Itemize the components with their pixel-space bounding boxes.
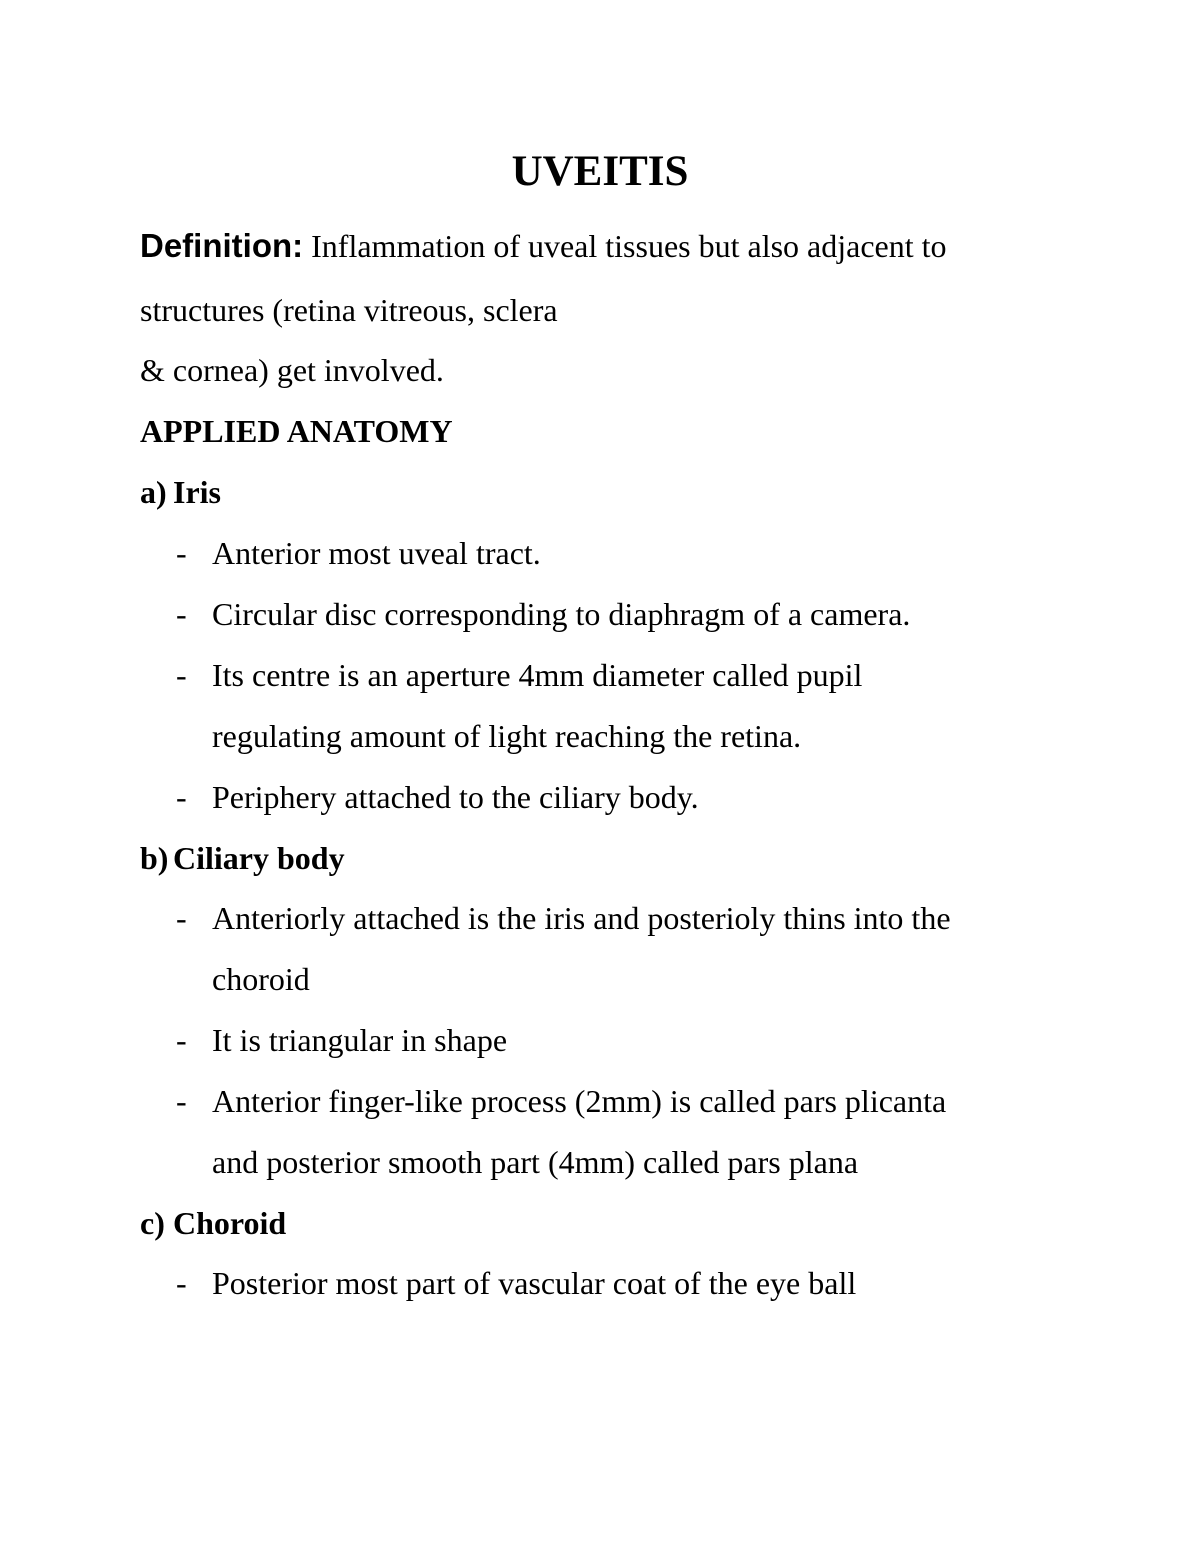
bullet-text: Anterior most uveal tract. bbox=[212, 535, 541, 571]
section-heading: APPLIED ANATOMY bbox=[140, 413, 453, 449]
bullet-dash: - bbox=[176, 596, 187, 632]
definition-text-1: Inflammation of uveal tissues but also adjacent to bbox=[303, 228, 947, 264]
subsection-title: Choroid bbox=[173, 1205, 287, 1241]
definition-label: Definition: bbox=[140, 227, 304, 264]
document-title: UVEITIS bbox=[511, 148, 689, 195]
subsection-letter: c) bbox=[140, 1205, 165, 1241]
definition-text-2: structures (retina vitreous, sclera bbox=[140, 292, 558, 328]
subsection-title: Iris bbox=[173, 474, 221, 510]
bullet-dash: - bbox=[176, 1083, 187, 1119]
bullet-dash: - bbox=[176, 1022, 187, 1058]
bullet-dash: - bbox=[176, 535, 187, 571]
definition-text-3: & cornea) get involved. bbox=[140, 352, 444, 388]
bullet-text: Circular disc corresponding to diaphragm of a camera. bbox=[212, 596, 911, 632]
subsection-letter: b) bbox=[140, 840, 169, 876]
bullet-text: Its centre is an aperture 4mm diameter called pupil bbox=[212, 657, 863, 693]
subsection-title: Ciliary body bbox=[173, 840, 345, 876]
bullet-dash: - bbox=[176, 779, 187, 815]
subsection-heading-choroid bbox=[140, 1203, 286, 1243]
bullet-dash: - bbox=[176, 1265, 187, 1301]
bullet-text: Anteriorly attached is the iris and posterioly thins into the bbox=[212, 900, 951, 936]
bullet-text: It is triangular in shape bbox=[212, 1022, 508, 1058]
subsection-letter: a) bbox=[140, 474, 167, 510]
bullet-text: Anterior finger-like process (2mm) is called pars plicanta bbox=[212, 1083, 947, 1119]
definition-line-1 bbox=[140, 226, 947, 266]
subsection-heading-iris bbox=[140, 472, 221, 512]
bullet-text: Periphery attached to the ciliary body. bbox=[212, 779, 699, 815]
subsection-heading-ciliary-body bbox=[140, 838, 345, 878]
bullet-text-continued: and posterior smooth part (4mm) called pars plana bbox=[212, 1144, 859, 1180]
bullet-text-continued: choroid bbox=[212, 961, 310, 997]
bullet-text-continued: regulating amount of light reaching the retina. bbox=[212, 718, 802, 754]
bullet-dash: - bbox=[176, 900, 187, 936]
bullet-dash: - bbox=[176, 657, 187, 693]
bullet-text: Posterior most part of vascular coat of the eye ball bbox=[212, 1265, 857, 1301]
